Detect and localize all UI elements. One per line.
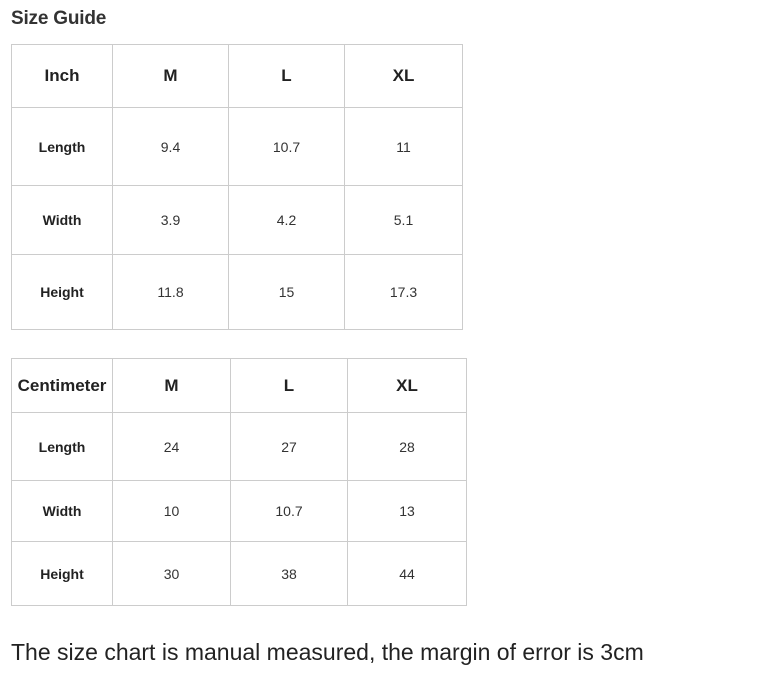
centimeter-size-table [11,358,467,606]
size-header-xl: XL [348,359,467,413]
table-cell: 44 [348,542,467,606]
table-cell: 11.8 [113,255,229,330]
table-row [12,542,467,606]
unit-label: Inch [12,45,113,108]
row-label-height: Height [12,255,113,330]
size-header-l: L [229,45,345,108]
page-title: Size Guide [11,8,107,29]
row-label-length: Length [12,108,113,186]
table-cell: 4.2 [229,186,345,255]
unit-label: Centimeter [12,359,113,413]
row-label-height: Height [12,542,113,606]
table-cell: 10.7 [231,481,348,542]
table-row [12,413,467,481]
table-cell: 24 [113,413,231,481]
table-cell: 5.1 [345,186,463,255]
table-cell: 15 [229,255,345,330]
table-cell: 30 [113,542,231,606]
table-row [12,255,463,330]
measurement-note: The size chart is manual measured, the margin of error is 3cm [11,639,644,665]
table-cell: 13 [348,481,467,542]
table-row [12,481,467,542]
table-cell: 3.9 [113,186,229,255]
table-row [12,186,463,255]
table-cell: 9.4 [113,108,229,186]
table-row [12,108,463,186]
table-header-row [12,359,467,413]
size-header-m: M [113,359,231,413]
table-cell: 10 [113,481,231,542]
table-cell: 17.3 [345,255,463,330]
table-cell: 28 [348,413,467,481]
inch-size-table [11,44,463,330]
table-header-row [12,45,463,108]
table-cell: 10.7 [229,108,345,186]
size-header-xl: XL [345,45,463,108]
size-header-l: L [231,359,348,413]
row-label-width: Width [12,481,113,542]
size-header-m: M [113,45,229,108]
row-label-width: Width [12,186,113,255]
table-cell: 27 [231,413,348,481]
row-label-length: Length [12,413,113,481]
table-cell: 38 [231,542,348,606]
table-cell: 11 [345,108,463,186]
